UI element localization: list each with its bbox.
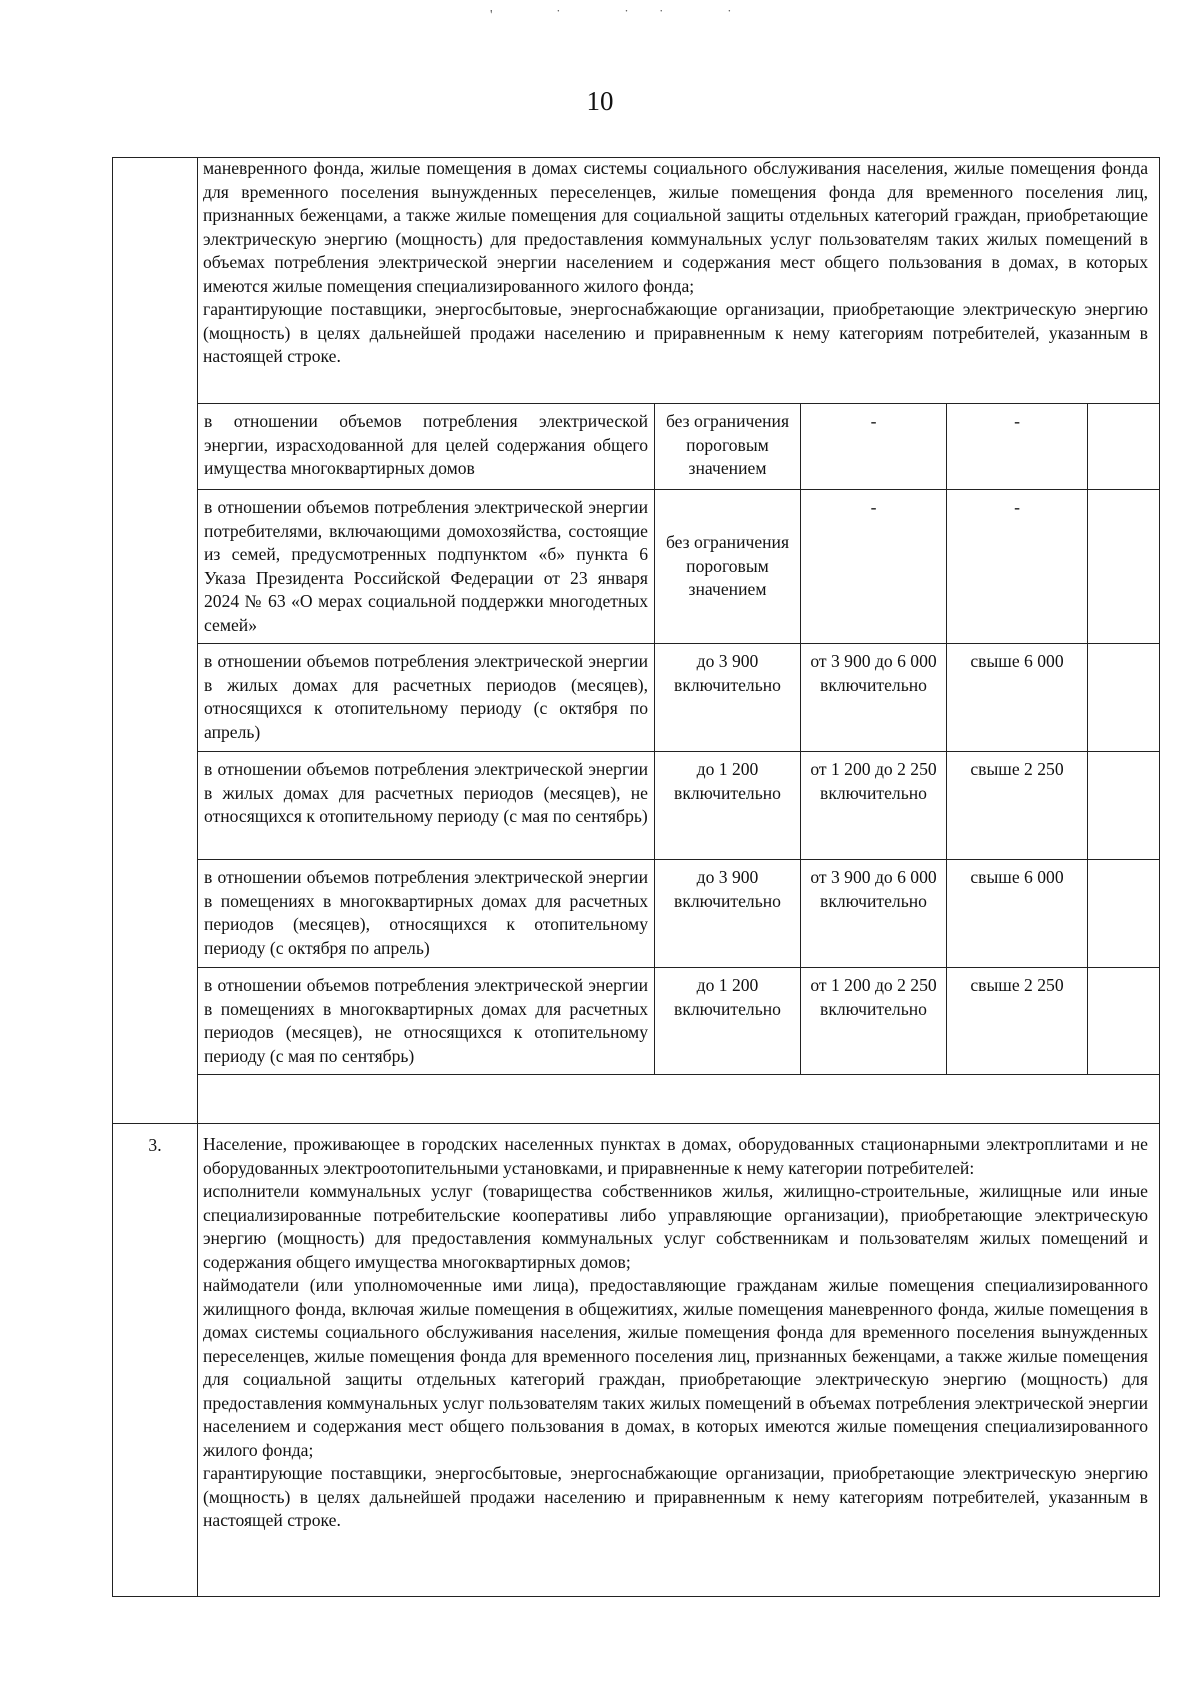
continuation-text: [203, 157, 1148, 369]
row-divider: [113, 1123, 1159, 1124]
empty-cell: [1088, 860, 1160, 968]
threshold-col1: до 1 200 включительно: [655, 752, 801, 860]
threshold-description: в отношении объемов потребления электрической энергии потребителями, включающими домохозяйства, состоящие из семей, предусмотренных подпунктом «б» пункта 6 Указа Президента Российской Федерации от 23 января 2024 № 63 «О мерах социальной поддержки многодетных семей»: [198, 490, 655, 644]
threshold-col1: до 3 900 включительно: [655, 860, 801, 968]
threshold-col3: -: [947, 404, 1088, 490]
threshold-description: в отношении объемов потребления электрической энергии, израсходованной для целей содержания общего имущества многоквартирных домов: [198, 404, 655, 490]
table-row: [198, 860, 1160, 968]
threshold-col1: до 1 200 включительно: [655, 968, 801, 1075]
threshold-subtable: [197, 403, 1160, 1075]
paragraph: наймодатели (или уполномоченные ими лица), предоставляющие гражданам жилые помещения специализированного жилищного фонда, включая жилые помещения в общежитиях, жилые помещения маневренного фонда, жилые помещения в домах системы социального обслуживания населения, жилые помещения фонда для временного поселения вынужденных переселенцев, жилые помещения фонда для временного поселения лиц, признанных беженцами, а также жилые помещения для социальной защиты отдельных категорий граждан, приобретающие электрическую энергию (мощность) для предоставления коммунальных услуг пользователям таких жилых помещений в объемах потребления электрической энергии населением и содержания мест общего пользования в домах, в которых имеются жилые помещения специализированного жилого фонда;: [203, 1275, 1148, 1460]
threshold-col3: свыше 2 250: [947, 752, 1088, 860]
table-row: [198, 644, 1160, 752]
threshold-col3: -: [947, 490, 1088, 644]
threshold-col3: свыше 6 000: [947, 644, 1088, 752]
threshold-col3: свыше 6 000: [947, 860, 1088, 968]
table-row: [198, 490, 1160, 644]
table-row: [198, 968, 1160, 1075]
empty-cell: [1088, 968, 1160, 1075]
tariff-table: [112, 157, 1160, 1597]
paragraph: гарантирующие поставщики, энергосбытовые, энергоснабжающие организации, приобретающие электрическую энергию (мощность) в целях дальнейшей продажи населению и приравненным к нему категориям потребителей, указанным в настоящей строке.: [203, 1463, 1148, 1530]
threshold-col1: без ограничения пороговым значением: [655, 404, 801, 490]
paragraph: маневренного фонда, жилые помещения в домах системы социального обслуживания населения, жилые помещения фонда для временного поселения вынужденных переселенцев, жилые помещения фонда для временного поселения лиц, признанных беженцами, а также жилые помещения для социальной защиты отдельных категорий граждан, приобретающие электрическую энергию (мощность) для предоставления коммунальных услуг пользователям таких жилых помещений в объемах потребления электрической энергии населением и содержания мест общего пользования в домах, в которых имеются жилые помещения специализированного жилого фонда;: [203, 158, 1148, 296]
threshold-col2: -: [801, 404, 947, 490]
threshold-col3: свыше 2 250: [947, 968, 1088, 1075]
empty-cell: [1088, 644, 1160, 752]
paragraph: Население, проживающее в городских населенных пунктах в домах, оборудованных стационарными электроплитами и не оборудованных электроотопительными установками, и приравненные к нему категории потребителей:: [203, 1134, 1148, 1178]
paragraph: гарантирующие поставщики, энергосбытовые, энергоснабжающие организации, приобретающие электрическую энергию (мощность) в целях дальнейшей продажи населению и приравненным к нему категориям потребителей, указанным в настоящей строке.: [203, 299, 1148, 366]
threshold-col2: от 1 200 до 2 250 включительно: [801, 752, 947, 860]
empty-cell: [1088, 404, 1160, 490]
threshold-col2: -: [801, 490, 947, 644]
row-number: 3.: [148, 1135, 162, 1155]
table-row: [198, 404, 1160, 490]
row3-text: [203, 1133, 1148, 1533]
page-number: 10: [586, 86, 614, 116]
threshold-col2: от 3 900 до 6 000 включительно: [801, 644, 947, 752]
table-row: [198, 752, 1160, 860]
threshold-description: в отношении объемов потребления электрической энергии в жилых домах для расчетных периодов (месяцев), относящихся к отопительному периоду (с октября по апрель): [198, 644, 655, 752]
scan-artifacts: ' ˙ ˙˙ ˙: [490, 8, 762, 23]
threshold-description: в отношении объемов потребления электрической энергии в помещениях в многоквартирных домах для расчетных периодов (месяцев), не относящихся к отопительному периоду (с мая по сентябрь): [198, 968, 655, 1075]
threshold-col2: от 3 900 до 6 000 включительно: [801, 860, 947, 968]
empty-cell: [1088, 490, 1160, 644]
empty-cell: [1088, 752, 1160, 860]
threshold-col1: до 3 900 включительно: [655, 644, 801, 752]
threshold-description: в отношении объемов потребления электрической энергии в жилых домах для расчетных периодов (месяцев), не относящихся к отопительному периоду (с мая по сентябрь): [198, 752, 655, 860]
threshold-col1: без ограничения пороговым значением: [655, 490, 801, 644]
threshold-description: в отношении объемов потребления электрической энергии в помещениях в многоквартирных домах для расчетных периодов (месяцев), относящихся к отопительному периоду (с октября по апрель): [198, 860, 655, 968]
paragraph: исполнители коммунальных услуг (товарищества собственников жилья, жилищно-строительные, жилищные или иные специализированные потребительские кооперативы либо управляющие организации), приобретающие электрическую энергию (мощность) для предоставления коммунальных услуг собственникам и пользователям жилых помещений и содержания общего имущества многоквартирных домов;: [203, 1181, 1148, 1272]
threshold-col2: от 1 200 до 2 250 включительно: [801, 968, 947, 1075]
